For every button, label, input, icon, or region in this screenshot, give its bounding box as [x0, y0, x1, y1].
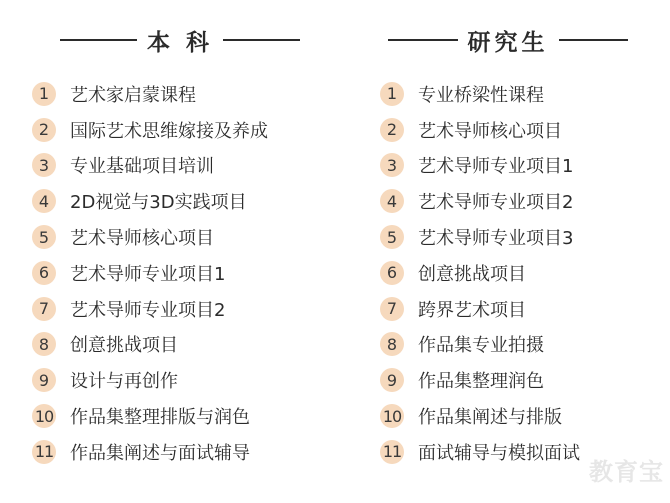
course-label: 作品集整理润色 — [418, 371, 544, 393]
course-label: 设计与再创作 — [70, 371, 178, 393]
number-badge: 11 — [32, 440, 56, 464]
course-label: 艺术导师专业项目3 — [418, 228, 574, 250]
number-badge: 2 — [32, 118, 56, 142]
list-item — [30, 398, 330, 434]
undergrad-title: 本 科 — [147, 29, 214, 56]
heading-rule-left — [388, 39, 458, 41]
course-label: 艺术导师核心项目 — [70, 228, 214, 250]
number-badge: 7 — [380, 297, 404, 321]
heading-rule-right — [223, 39, 300, 41]
course-label: 艺术导师专业项目1 — [70, 263, 226, 285]
list-item — [30, 76, 330, 112]
number-badge: 6 — [380, 261, 404, 285]
list-item — [378, 327, 670, 363]
course-label: 艺术导师专业项目2 — [70, 299, 226, 321]
number-badge: 9 — [32, 368, 56, 392]
course-label: 艺术家启蒙课程 — [70, 84, 196, 106]
list-item — [30, 434, 330, 470]
number-badge: 9 — [380, 368, 404, 392]
undergrad-course-list — [30, 76, 330, 470]
course-label: 专业桥梁性课程 — [418, 84, 544, 106]
number-badge: 11 — [380, 440, 404, 464]
course-label: 跨界艺术项目 — [418, 299, 526, 321]
list-item — [378, 219, 670, 255]
course-label: 面试辅导与模拟面试 — [418, 442, 580, 464]
course-label: 艺术导师核心项目 — [418, 120, 562, 142]
list-item — [30, 219, 330, 255]
course-label: 作品集阐述与排版 — [418, 407, 562, 429]
number-badge: 4 — [32, 189, 56, 213]
course-label: 艺术导师专业项目2 — [418, 192, 574, 214]
course-label: 创意挑战项目 — [70, 335, 178, 357]
course-label: 专业基础项目培训 — [70, 156, 214, 178]
heading-rule-right — [559, 39, 629, 41]
number-badge: 5 — [380, 225, 404, 249]
list-item — [30, 327, 330, 363]
number-badge: 8 — [32, 332, 56, 356]
list-item — [30, 255, 330, 291]
number-badge: 8 — [380, 332, 404, 356]
number-badge: 2 — [380, 118, 404, 142]
list-item — [30, 362, 330, 398]
list-item — [30, 291, 330, 327]
number-badge: 3 — [32, 153, 56, 177]
number-badge: 7 — [32, 297, 56, 321]
undergrad-heading — [60, 20, 300, 60]
list-item — [378, 398, 670, 434]
course-label: 2D视觉与3D实践项目 — [70, 192, 247, 214]
heading-rule-left — [60, 39, 137, 41]
number-badge: 1 — [32, 82, 56, 106]
list-item — [30, 183, 330, 219]
number-badge: 10 — [32, 404, 56, 428]
number-badge: 4 — [380, 189, 404, 213]
graduate-course-list — [378, 76, 670, 470]
list-item — [378, 112, 670, 148]
list-item — [30, 112, 330, 148]
list-item — [378, 362, 670, 398]
graduate-heading — [388, 20, 628, 60]
course-label: 艺术导师专业项目1 — [418, 156, 574, 178]
list-item — [378, 291, 670, 327]
course-label: 作品集专业拍摄 — [418, 335, 544, 357]
list-item — [30, 148, 330, 184]
graduate-title: 研究生 — [467, 29, 549, 56]
course-label: 作品集阐述与面试辅导 — [70, 442, 250, 464]
number-badge: 10 — [380, 404, 404, 428]
number-badge: 5 — [32, 225, 56, 249]
number-badge: 3 — [380, 153, 404, 177]
number-badge: 6 — [32, 261, 56, 285]
course-label: 国际艺术思维嫁接及养成 — [70, 120, 268, 142]
course-label: 创意挑战项目 — [418, 263, 526, 285]
list-item — [378, 255, 670, 291]
list-item — [378, 183, 670, 219]
course-label: 作品集整理排版与润色 — [70, 407, 250, 429]
number-badge: 1 — [380, 82, 404, 106]
list-item — [378, 148, 670, 184]
list-item — [378, 76, 670, 112]
watermark: 教育宝 — [589, 458, 664, 486]
